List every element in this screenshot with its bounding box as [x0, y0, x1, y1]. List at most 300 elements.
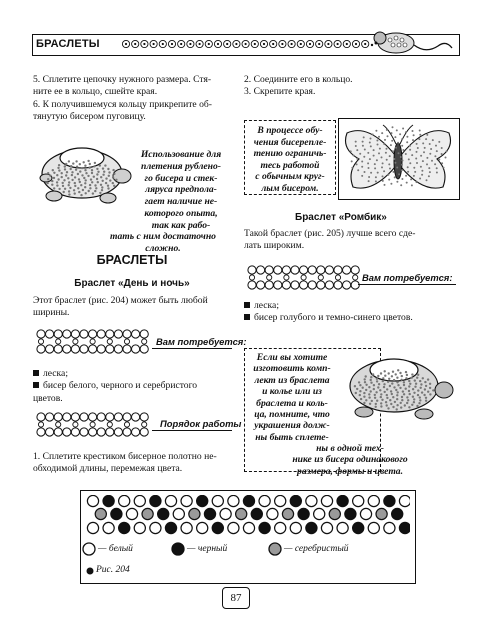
texture-bead [396, 398, 398, 400]
chain-bead [106, 345, 114, 353]
texture-bead [100, 184, 102, 186]
chain-bead [54, 428, 62, 436]
texture-bead [374, 394, 376, 396]
chain-bead [80, 428, 88, 436]
texture-bead [85, 192, 87, 194]
texture-bead [390, 403, 392, 405]
texture-bead [376, 380, 378, 382]
weave-bead [376, 508, 387, 519]
texture-bead [363, 136, 365, 138]
chain-bead [54, 330, 62, 338]
texture-bead [399, 133, 401, 135]
text-line: 1. Сплетите крестиком бисерное полотно не- [33, 451, 217, 462]
bullet [33, 382, 39, 388]
bracelet-title-day-night: Браслет «День и ночь» [74, 278, 190, 289]
weave-bead [306, 522, 317, 533]
weave-bead [150, 522, 161, 533]
texture-bead [394, 176, 396, 178]
texture-bead [390, 183, 392, 185]
texture-bead [58, 164, 60, 166]
texture-bead [109, 179, 111, 181]
chain-bead [325, 281, 333, 289]
texture-bead [356, 149, 358, 151]
texture-bead [380, 396, 382, 398]
text-line: Если вы хотите [256, 352, 328, 363]
weave-bead [384, 495, 395, 506]
chain-bead [89, 330, 97, 338]
chain-bead [308, 281, 316, 289]
texture-bead [410, 178, 412, 180]
texture-bead [102, 174, 104, 176]
text-line: браслета и коль- [256, 397, 328, 409]
texture-bead [82, 189, 84, 191]
texture-bead [88, 167, 90, 169]
chain-bead [140, 413, 148, 421]
texture-bead [396, 381, 398, 383]
texture-bead [369, 158, 371, 160]
chain-link-bead [90, 422, 95, 427]
texture-bead [411, 373, 413, 375]
bead-weave-pattern [84, 495, 410, 537]
texture-bead [359, 394, 361, 396]
texture-bead [365, 375, 367, 377]
texture-bead [68, 193, 70, 195]
texture-bead [445, 157, 447, 159]
texture-bead [368, 167, 370, 169]
texture-bead [423, 151, 425, 153]
texture-bead [416, 143, 418, 145]
texture-bead [66, 171, 68, 173]
weave-bead [290, 522, 301, 533]
texture-bead [74, 182, 76, 184]
texture-bead [74, 176, 76, 178]
texture-bead [92, 192, 94, 194]
header-bead-center [281, 43, 283, 45]
texture-bead [359, 384, 361, 386]
bullet [244, 314, 250, 320]
texture-bead [359, 153, 361, 155]
texture-bead [78, 178, 80, 180]
texture-bead [370, 376, 372, 378]
texture-bead [411, 377, 413, 379]
texture-bead [406, 396, 408, 398]
texture-bead [107, 185, 109, 187]
texture-bead [74, 192, 76, 194]
texture-bead [429, 393, 431, 395]
text-line: Этот браслет (рис. 204) может быть любой [33, 295, 208, 306]
texture-bead [419, 178, 421, 180]
texture-bead [405, 388, 407, 390]
chain-bead [46, 413, 54, 421]
header-bead-center [300, 43, 302, 45]
texture-bead [69, 187, 71, 189]
texture-bead [81, 167, 83, 169]
texture-bead [406, 182, 408, 184]
weave-bead [384, 522, 395, 533]
texture-bead [398, 173, 400, 175]
texture-bead [91, 172, 93, 174]
texture-bead [395, 389, 397, 391]
texture-bead [409, 383, 411, 385]
texture-bead [115, 179, 117, 181]
texture-bead [417, 374, 419, 376]
weave-bead [275, 495, 286, 506]
texture-bead [356, 158, 358, 160]
chain-bead [63, 345, 71, 353]
chain-bead [132, 345, 140, 353]
list-item: бисер голубого и темно-синего цветов. [244, 312, 456, 324]
texture-bead [408, 390, 410, 392]
chain-bead [140, 345, 148, 353]
texture-bead [355, 145, 357, 147]
texture-bead [415, 383, 417, 385]
texture-bead [406, 136, 408, 138]
texture-bead [389, 399, 391, 401]
text-line: Такой браслет (рис. 205) лучше всего сде- [244, 228, 416, 239]
texture-bead [421, 170, 423, 172]
texture-bead [360, 398, 362, 400]
texture-bead [362, 387, 364, 389]
texture-bead [76, 166, 78, 168]
chain-link-bead [90, 339, 95, 344]
texture-bead [401, 138, 403, 140]
texture-bead [376, 400, 378, 402]
texture-bead [365, 389, 367, 391]
texture-bead [429, 143, 431, 145]
texture-bead [71, 174, 73, 176]
chain-link-bead [38, 339, 43, 344]
weave-bead [399, 495, 410, 506]
chain-link-bead [142, 339, 147, 344]
texture-bead [352, 154, 354, 156]
chain-bead [300, 266, 308, 274]
chain-bead [140, 330, 148, 338]
chain-bead [37, 428, 45, 436]
texture-bead [397, 384, 399, 386]
texture-bead [418, 402, 420, 404]
texture-bead [412, 139, 414, 141]
texture-bead [374, 167, 376, 169]
texture-bead [84, 186, 86, 188]
texture-bead [362, 145, 364, 147]
texture-bead [351, 160, 353, 162]
texture-bead [62, 185, 64, 187]
chain-link-bead [107, 339, 112, 344]
texture-bead [368, 386, 370, 388]
text-line: плетения рублено- [141, 160, 221, 172]
butterfly-illustration [339, 119, 457, 197]
header-bead-center [327, 43, 329, 45]
texture-bead [419, 380, 421, 382]
weave-bead [306, 495, 317, 506]
text-line: гает наличие не- [144, 196, 218, 208]
weave-bead [259, 495, 270, 506]
header-bead-center [134, 43, 136, 45]
text-line: Использование для [140, 149, 222, 160]
texture-bead [424, 147, 426, 149]
texture-bead [391, 393, 393, 395]
texture-bead [63, 191, 65, 193]
chain-bead [265, 281, 273, 289]
texture-bead [64, 165, 66, 167]
texture-bead [71, 171, 73, 173]
weave-bead [142, 508, 153, 519]
texture-bead [370, 145, 372, 147]
text-line: украшения долж- [254, 420, 330, 432]
texture-bead [79, 170, 81, 172]
texture-bead [384, 375, 386, 377]
header-bead-center [217, 43, 219, 45]
chain-bead [71, 330, 79, 338]
texture-bead [401, 164, 403, 166]
weave-bead [111, 508, 122, 519]
texture-bead [387, 381, 389, 383]
weave-bead [399, 522, 410, 533]
texture-bead [80, 194, 82, 196]
weave-bead [119, 495, 130, 506]
texture-bead [78, 191, 80, 193]
weave-bead [134, 495, 145, 506]
texture-bead [408, 385, 410, 387]
texture-bead [62, 182, 64, 184]
chain-bead [291, 281, 299, 289]
weave-bead [275, 522, 286, 533]
texture-bead [383, 170, 385, 172]
texture-bead [91, 169, 93, 171]
texture-bead [400, 156, 402, 158]
weave-bead [298, 508, 309, 519]
weave-bead [337, 522, 348, 533]
text-line: 3. Скрепите края. [244, 86, 316, 98]
texture-bead [383, 386, 385, 388]
texture-bead [96, 173, 98, 175]
texture-bead [393, 386, 395, 388]
text-line: лым бисером. [261, 182, 319, 194]
texture-bead [432, 139, 434, 141]
texture-bead [388, 372, 390, 374]
weave-bead [337, 495, 348, 506]
chain-bead [54, 413, 62, 421]
texture-bead [427, 391, 429, 393]
legend-black-label: — черный [187, 544, 228, 554]
texture-bead [94, 184, 96, 186]
chain-bead [89, 345, 97, 353]
steps-5-6 [33, 74, 233, 123]
texture-bead [394, 401, 396, 403]
running-header-title: БРАСЛЕТЫ [36, 38, 100, 50]
texture-bead [112, 176, 114, 178]
texture-bead [436, 172, 438, 174]
texture-bead [375, 403, 377, 405]
header-bead-center [180, 43, 182, 45]
texture-bead [413, 398, 415, 400]
texture-bead [416, 151, 418, 153]
texture-bead [101, 186, 103, 188]
texture-bead [396, 408, 398, 410]
texture-bead [361, 175, 363, 177]
texture-bead [420, 155, 422, 157]
texture-bead [409, 149, 411, 151]
weave-bead [150, 495, 161, 506]
texture-bead [393, 379, 395, 381]
chain-bead [37, 330, 45, 338]
texture-bead [67, 177, 69, 179]
texture-bead [56, 181, 58, 183]
texture-bead [70, 168, 72, 170]
texture-bead [401, 145, 403, 147]
header-bead-center [199, 43, 201, 45]
texture-bead [400, 379, 402, 381]
texture-bead [405, 377, 407, 379]
texture-bead [394, 162, 396, 164]
texture-bead [432, 389, 434, 391]
text-line: лать широким. [244, 240, 305, 252]
texture-bead [377, 172, 379, 174]
texture-bead [396, 377, 398, 379]
texture-bead [407, 171, 409, 173]
texture-bead [73, 189, 75, 191]
texture-bead [413, 401, 415, 403]
weave-bead [95, 508, 106, 519]
text-line: 2. Соедините его в кольцо. [244, 74, 353, 85]
caption-bullet [86, 567, 94, 575]
texture-bead [396, 181, 398, 183]
weave-bead [368, 495, 379, 506]
chain-link-bead [73, 422, 78, 427]
chain-bead [274, 266, 282, 274]
texture-bead [425, 400, 427, 402]
text-line: нике из бисера одинакового [292, 454, 408, 466]
text-line: ляруса предпола- [145, 184, 217, 196]
texture-bead [52, 169, 54, 171]
header-bead-center [226, 43, 228, 45]
texture-bead [429, 171, 431, 173]
texture-bead [425, 385, 427, 387]
chain-bead [334, 266, 342, 274]
texture-bead [57, 178, 59, 180]
text-line: которого опыта, [144, 207, 218, 219]
weave-bead [314, 508, 325, 519]
texture-bead [58, 188, 60, 190]
header-bead-center [125, 43, 127, 45]
texture-bead [61, 176, 63, 178]
texture-bead [390, 144, 392, 146]
texture-bead [386, 397, 388, 399]
chain-bead [89, 413, 97, 421]
chain-link-bead [301, 275, 306, 280]
weave-bead [321, 495, 332, 506]
texture-bead [425, 397, 427, 399]
texture-bead [379, 148, 381, 150]
weave-bead [126, 508, 137, 519]
texture-bead [70, 165, 72, 167]
texture-bead [102, 167, 104, 169]
texture-bead [429, 153, 431, 155]
legend-black-bead [171, 542, 185, 556]
chain-bead [334, 281, 342, 289]
bead-chain-diagram [33, 408, 153, 442]
texture-bead [65, 174, 67, 176]
texture-bead [378, 383, 380, 385]
bead-chain-diagram [244, 261, 360, 295]
texture-bead [56, 174, 58, 176]
weave-bead [392, 508, 403, 519]
texture-bead [384, 391, 386, 393]
texture-bead [97, 181, 99, 183]
texture-bead [426, 179, 428, 181]
texture-bead [413, 392, 415, 394]
texture-bead [371, 400, 373, 402]
steps-2-3 [244, 74, 454, 99]
texture-bead [383, 143, 385, 145]
page-number: 87 [222, 587, 250, 609]
texture-bead [416, 181, 418, 183]
texture-bead [370, 382, 372, 384]
texture-bead [84, 169, 86, 171]
texture-bead [402, 390, 404, 392]
texture-bead [74, 185, 76, 187]
texture-bead [390, 390, 392, 392]
texture-bead [420, 383, 422, 385]
chain-bead [114, 345, 122, 353]
texture-bead [93, 165, 95, 167]
texture-bead [384, 139, 386, 141]
chain-link-bead [267, 275, 272, 280]
texture-bead [367, 162, 369, 164]
texture-bead [83, 161, 85, 163]
texture-bead [428, 167, 430, 169]
chain-bead [97, 330, 105, 338]
texture-bead [387, 174, 389, 176]
texture-bead [411, 184, 413, 186]
texture-bead [356, 388, 358, 390]
texture-bead [416, 162, 418, 164]
section-title: БРАСЛЕТЫ [96, 253, 168, 267]
texture-bead [88, 190, 90, 192]
chain-bead [114, 428, 122, 436]
weave-bead [212, 495, 223, 506]
texture-bead [446, 150, 448, 152]
texture-bead [418, 138, 420, 140]
texture-bead [443, 167, 445, 169]
texture-bead [102, 180, 104, 182]
texture-bead [407, 166, 409, 168]
texture-bead [429, 383, 431, 385]
texture-bead [381, 166, 383, 168]
text-line: сложно. [145, 242, 181, 254]
texture-bead [426, 163, 428, 165]
texture-bead [363, 396, 365, 398]
texture-bead [438, 159, 440, 161]
texture-bead [93, 176, 95, 178]
header-bead-center [337, 43, 339, 45]
texture-bead [56, 184, 58, 186]
chain-link-bead [284, 275, 289, 280]
weave-bead [103, 522, 114, 533]
texture-bead [103, 171, 105, 173]
texture-bead [386, 388, 388, 390]
chain-bead [71, 428, 79, 436]
chain-bead [325, 266, 333, 274]
texture-bead [402, 160, 404, 162]
texture-bead [423, 394, 425, 396]
texture-bead [386, 148, 388, 150]
text-line: и колье или из [262, 386, 322, 398]
bullet [33, 370, 39, 376]
divider [152, 430, 232, 431]
texture-bead [108, 175, 110, 177]
texture-bead [372, 373, 374, 375]
